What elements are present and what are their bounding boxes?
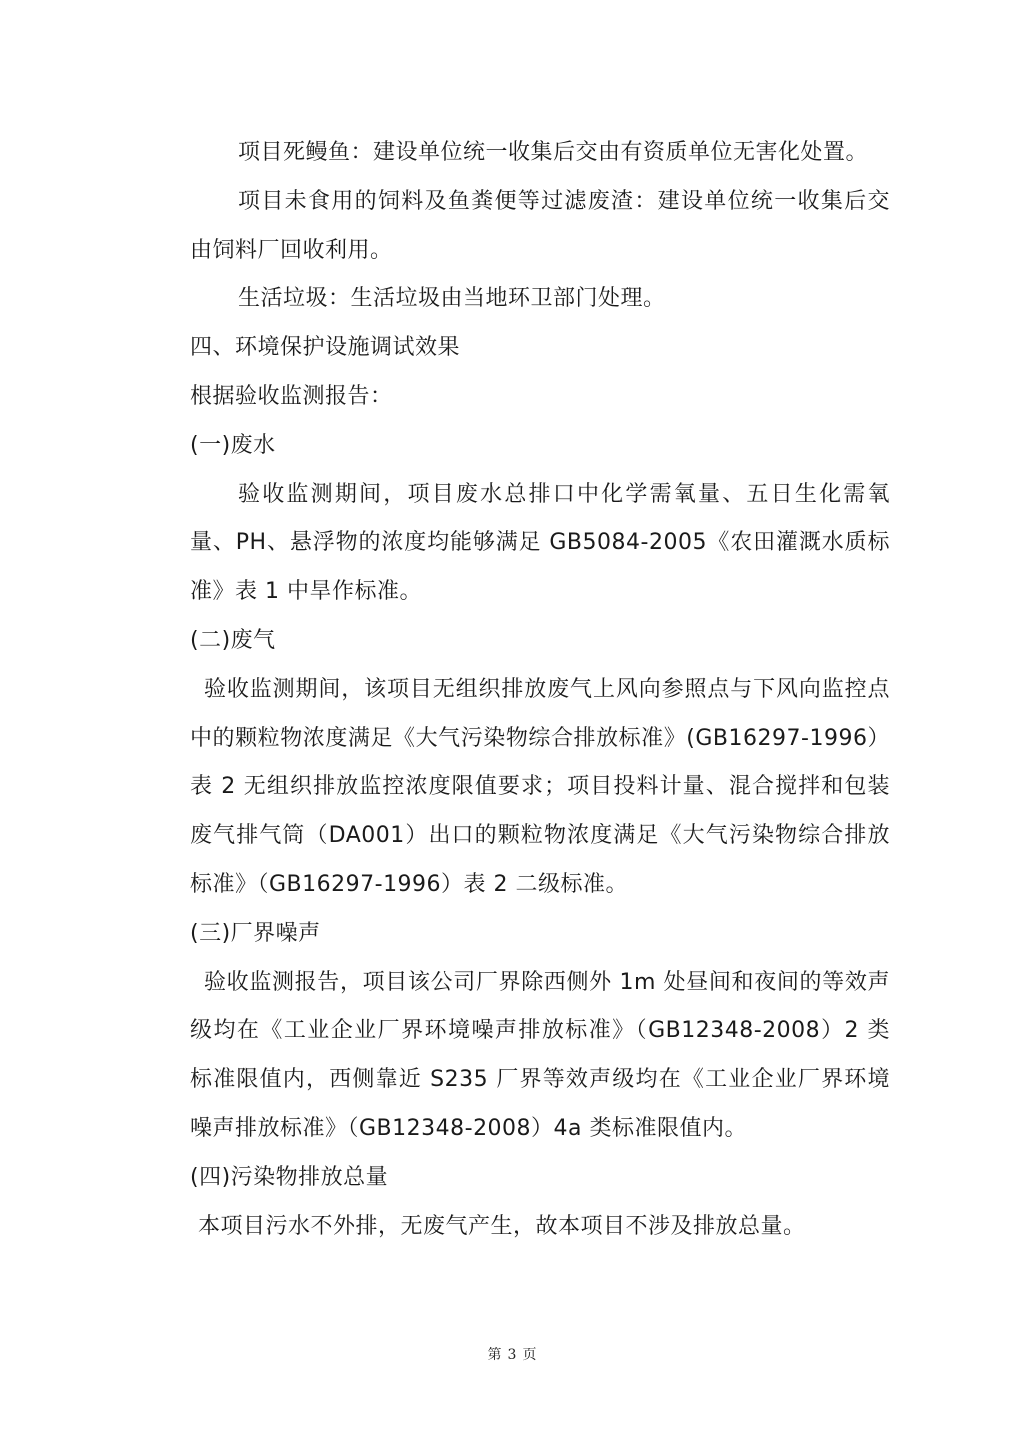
section-heading-4: 四、环境保护设施调试效果 — [190, 335, 461, 361]
paragraph-domestic-waste: 生活垃圾：生活垃圾由当地环卫部门处理。 — [238, 286, 666, 312]
paragraph-dead-eel: 项目死鳗鱼：建设单位统一收集后交由有资质单位无害化处置。 — [238, 140, 869, 165]
paragraph-boundary-noise: 验收监测报告，项目该公司厂界除西侧外 1m 处昼间和夜间的等效声级均在《工业企业厂界环境噪声排放标准》（GB12348-2008）2 类标准限值内，西侧靠近 S235 厂界等效声级均在《工业企业厂界环境噪声排放标准》（GB12348-2008）4a 类标准限值内。 — [190, 969, 890, 1141]
paragraph-total-emissions: 本项目污水不外排，无废气产生，故本项目不涉及排放总量。 — [198, 1213, 806, 1239]
page-number-suffix: 页 — [522, 1347, 537, 1363]
page-number-value: 3 — [507, 1347, 517, 1363]
subheading-boundary-noise: (三)厂界噪声 — [190, 920, 321, 946]
page-number-prefix: 第 — [487, 1347, 502, 1363]
paragraph-feed-residue: 项目未食用的饲料及鱼粪便等过滤废渣：建设单位统一收集后交由饲料厂回收利用。 — [190, 188, 890, 263]
paragraph-report-intro: 根据验收监测报告： — [190, 383, 393, 409]
subheading-wastewater: (一)废水 — [190, 432, 276, 458]
subheading-exhaust-gas: (二)废气 — [190, 627, 276, 653]
page-number — [0, 1344, 1024, 1364]
document-body — [190, 129, 890, 1251]
subheading-total-emissions: (四)污染物排放总量 — [190, 1164, 389, 1190]
paragraph-exhaust-gas: 验收监测期间，该项目无组织排放废气上风向参照点与下风向监控点中的颗粒物浓度满足《大气污染物综合排放标准》(GB16297-1996）表 2 无组织排放监控浓度限值要求；项目投料计量、混合搅拌和包装废气排气筒（DA001）出口的颗粒物浓度满足《大气污染物综合排放标准》（GB16297-1996）表 2 二级标准。 — [190, 676, 890, 897]
paragraph-wastewater: 验收监测期间，项目废水总排口中化学需氧量、五日生化需氧量、PH、悬浮物的浓度均能够满足 GB5084-2005《农田灌溉水质标准》表 1 中旱作标准。 — [190, 481, 890, 605]
